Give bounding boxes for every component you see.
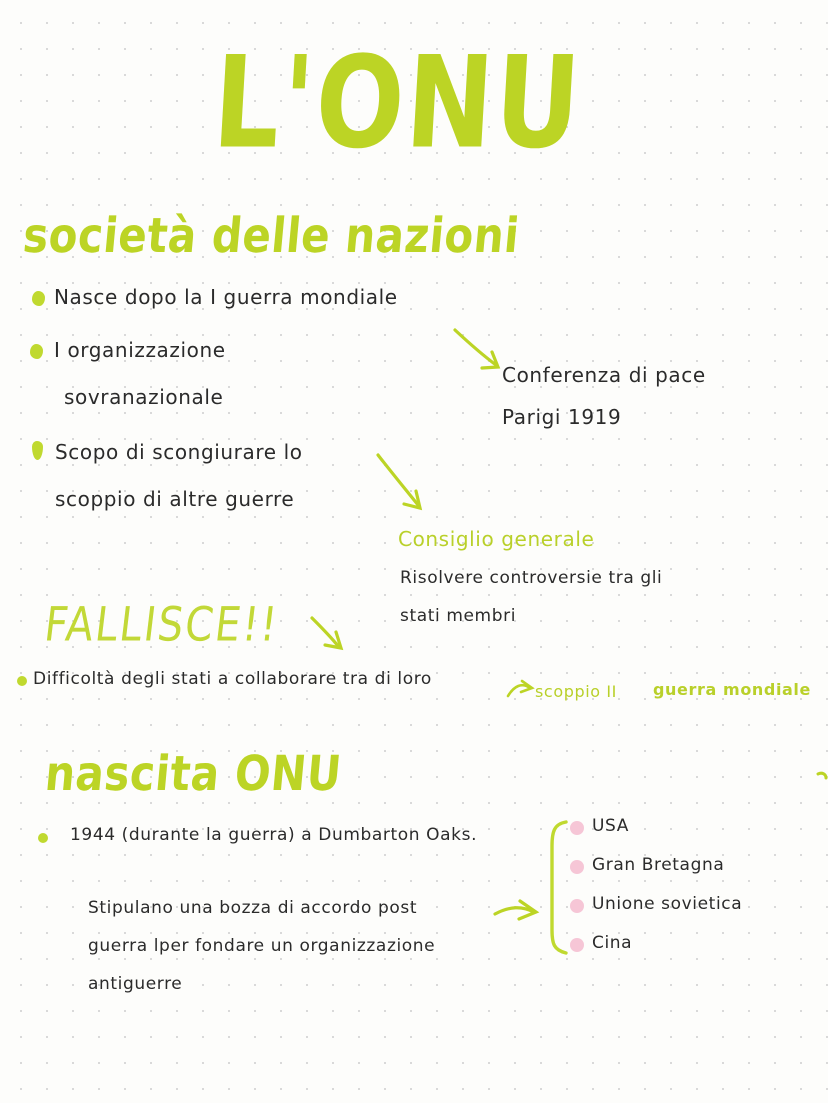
note-council-line1: Risolvere controversie tra gli — [400, 568, 663, 588]
arrow-to-conference — [455, 330, 498, 368]
bullet-marker — [17, 676, 27, 686]
bullet-marker — [38, 833, 48, 843]
country-item: Cina — [592, 933, 633, 953]
bullet-text-cont: sovranazionale — [64, 385, 224, 409]
page-title: L'ONU — [209, 28, 587, 177]
arrow-to-council — [378, 455, 420, 508]
bullet-marker — [32, 291, 45, 306]
fallisce-label: FALLISCE!! — [41, 598, 282, 653]
country-item: USA — [592, 816, 629, 836]
bullet-text: I organizzazione — [54, 338, 226, 362]
note-council-line2: stati membri — [400, 606, 517, 626]
country-item: Unione sovietica — [592, 894, 743, 914]
bullet-marker — [32, 441, 43, 460]
bullet-text: Nasce dopo la I guerra mondiale — [54, 285, 398, 309]
note-council-heading: Consiglio generale — [398, 527, 595, 551]
countries-bracket — [552, 822, 566, 953]
paragraph-line: antiguerre — [88, 974, 183, 994]
bullet-marker-pink — [570, 860, 584, 874]
scoppio-suffix: guerra mondiale — [653, 680, 811, 699]
bullet-text-cont: scoppio di altre guerre — [55, 487, 295, 511]
note-conference-line1: Conferenza di pace — [502, 363, 706, 387]
bullet-marker-pink — [570, 938, 584, 952]
page-edge-mark — [818, 773, 826, 778]
paragraph-line: Stipulano una bozza di accordo post — [88, 898, 418, 918]
paragraph-line: guerra lper fondare un organizzazione — [88, 936, 436, 956]
section-heading-societa: società delle nazioni — [20, 207, 522, 264]
bullet-marker-pink — [570, 899, 584, 913]
note-conference-line2: Parigi 1919 — [502, 405, 622, 429]
bullet-text: 1944 (durante la guerra) a Dumbarton Oaks. — [70, 825, 478, 845]
arrow-to-scoppio — [508, 681, 532, 696]
country-item: Gran Bretagna — [592, 855, 725, 875]
arrow-to-countries — [495, 901, 536, 919]
fallisce-reason: Difficoltà degli stati a collaborare tra di loro — [33, 669, 432, 689]
bullet-text: Scopo di scongiurare lo — [55, 440, 303, 464]
scoppio-prefix: scoppio II — [535, 682, 617, 701]
section-heading-nascita: nascita ONU — [42, 745, 345, 802]
bullet-marker — [30, 344, 43, 359]
bullet-marker-pink — [570, 821, 584, 835]
arrow-fallisce — [312, 618, 341, 648]
